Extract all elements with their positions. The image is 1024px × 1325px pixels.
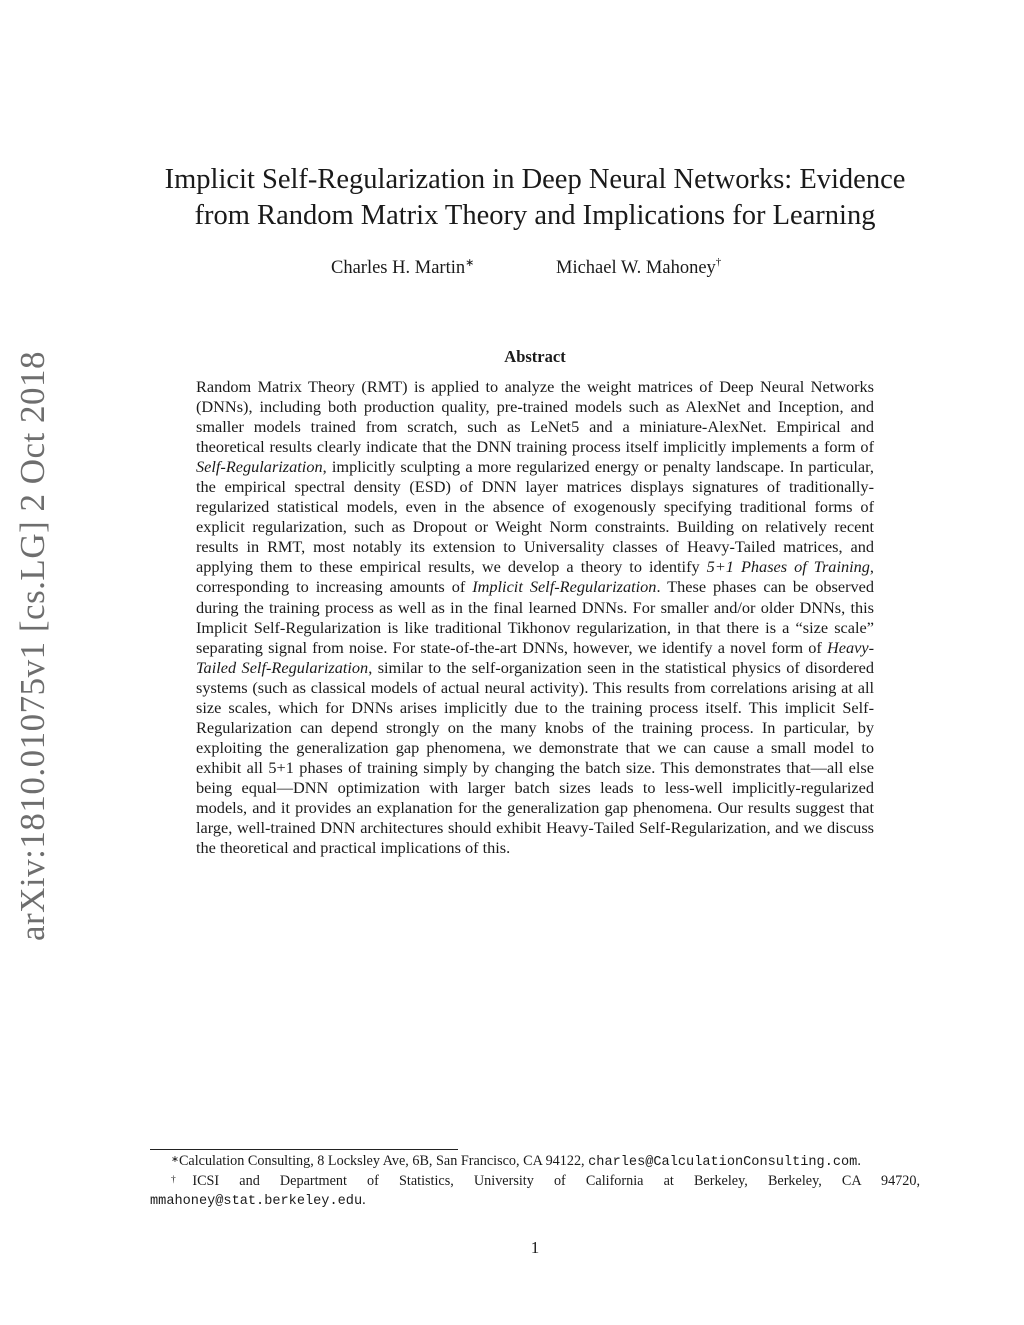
author-name: Michael W. Mahoney [556,258,716,278]
abstract-emphasis-2: 5+1 Phases of Training [706,557,870,577]
footnote-1 [150,1152,920,1172]
footnote-mark: † [171,1175,193,1185]
title-line-2: from Random Matrix Theory and Implications for Learning [194,200,876,231]
paper-title [140,162,930,234]
abstract-emphasis-3: Implicit Self-Regularization [472,577,657,597]
author-list [0,258,1024,282]
abstract-text-2: , implicitly sculpting a more regularized energy or penalty landscape. In particular, the empirical spectral density (ESD) of DNN layer matrices displays signatures of traditionally-regularized statistical models, even in the absence of exogenously specifying traditional forms of explicit regularization, such as Dropout or Weight Norm constraints. Building on relatively recent results in RMT, most notably its extension to Universality classes of Heavy-Tailed matrices, and applying them to these empirical results, we develop a theory to identify [196,457,874,577]
abstract-text-1: Random Matrix Theory (RMT) is applied to analyze the weight matrices of Deep Neural Networks (DNNs), including both production quality, pre-trained models such as AlexNet and Inception, and smaller models trained from scratch, such as LeNet5 and a miniature-AlexNet. Empirical and theoretical results clearly indicate that the DNN training process itself implicitly implements a form of [196,377,874,457]
abstract-text-5: , similar to the self-organization seen in the statistical physics of disordered systems (such as classical models of actual neural activity). This results from correlations arising at all size scales, which for DNNs arises implicitly due to the training process itself. This implicit Self-Regularization can depend strongly on the many knobs of the training process. In particular, by exploiting the generalization gap phenomena, we demonstrate that we can cause a small model to exhibit all 5+1 phases of training simply by changing the batch size. This demonstrates that—all else being equal—DNN optimization with larger batch sizes leads to less-well implicitly-regularized models, and it provides an explanation for the generalization gap phenomena. Our results suggest that large, well-trained DNN architectures should exhibit Heavy-Tailed Self-Regularization, and we discuss the theoretical and practical implications of this. [196,657,874,858]
title-line-1: Implicit Self-Regularization in Deep Neural Networks: Evidence [164,164,906,195]
author-footnote-mark: ∗ [465,257,475,269]
footnote-2 [150,1172,920,1191]
footnote-text: ICSI and Department of Statistics, University of California at Berkeley, Berkeley, CA 94720, [192,1173,921,1189]
footnotes [150,1152,920,1211]
abstract-emphasis-1: Self-Regularization [196,457,323,477]
abstract-text-4: . These phases can be observed during the training process as well as in the final learned DNNs. For smaller and/or older DNNs, this Implicit Self-Regularization is like traditional Tikhonov regularization, in that there is a “size scale” separating signal from noise. For state-of-the-art DNNs, however, we identify a novel form of [196,577,874,657]
abstract-body [196,377,874,858]
abstract-emphasis-4: Heavy-Tailed Self-Regularization [196,637,874,677]
footnote-text: Calculation Consulting, 8 Locksley Ave, 6B, San Francisco, CA 94122, [178,1153,589,1169]
arxiv-stamp-text: arXiv:1810.01075v1 [cs.LG] 2 Oct 2018 [13,350,52,942]
abstract-text-3: , corresponding to increasing amounts of [196,557,874,597]
page-number: 1 [530,1238,540,1257]
footnote-2-cont [150,1191,920,1211]
abstract-heading: Abstract [504,347,566,366]
footnote-rule [150,1149,458,1150]
footnote-end: . [362,1192,366,1208]
author-footnote-mark: † [715,256,722,268]
author-martin [331,258,474,279]
email-link[interactable]: mmahoney@stat.berkeley.edu [150,1194,363,1209]
footnote-end: . [857,1153,861,1169]
email-link[interactable]: charles@CalculationConsulting.com [588,1155,858,1170]
author-name: Charles H. Martin [331,258,466,278]
author-mahoney [556,258,721,279]
arxiv-stamp [8,350,58,942]
footnote-mark: ∗ [171,1155,179,1165]
